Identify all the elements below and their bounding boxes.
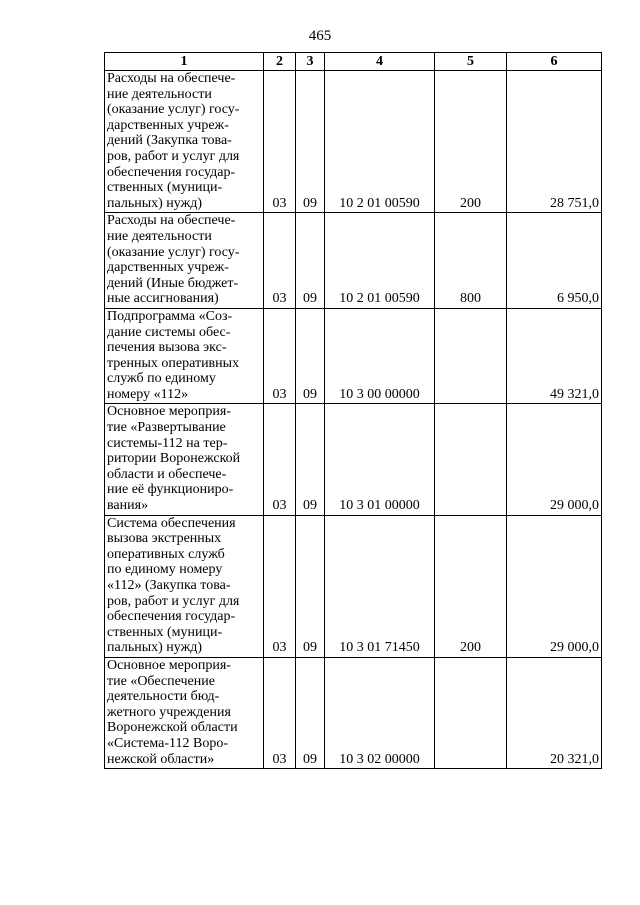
row-name <box>105 515 264 657</box>
row-section: 03 <box>264 308 296 404</box>
row-name-line: дений (Иные бюджет- <box>107 275 239 291</box>
row-target-article: 10 2 01 00590 <box>325 71 435 213</box>
row-name-line: вызова экстренных <box>107 531 222 547</box>
row-amount: 6 950,0 <box>507 213 602 309</box>
row-section: 03 <box>264 213 296 309</box>
row-amount: 49 321,0 <box>507 308 602 404</box>
row-name-line: ров, работ и услуг для <box>107 148 240 164</box>
header-col-6: 6 <box>507 53 602 71</box>
row-expense-type <box>435 308 507 404</box>
table-row <box>105 404 602 515</box>
budget-table <box>104 52 602 769</box>
row-name-line: ние деятельности <box>107 228 212 244</box>
row-name-line: пальных) нужд) <box>107 195 203 211</box>
row-section: 03 <box>264 657 296 768</box>
row-subsection: 09 <box>296 404 325 515</box>
row-subsection: 09 <box>296 71 325 213</box>
table-row <box>105 213 602 309</box>
row-name <box>105 213 264 309</box>
row-name-line: ров, работ и услуг для <box>107 593 240 609</box>
row-name-line: дарственных учреж- <box>107 117 229 133</box>
header-col-3: 3 <box>296 53 325 71</box>
row-name-line: Расходы на обеспече- <box>107 213 236 229</box>
row-name-line: обеспечения государ- <box>107 609 236 625</box>
row-name-line: «112» (Закупка това- <box>107 578 231 593</box>
row-expense-type: 200 <box>435 515 507 657</box>
header-col-4: 4 <box>325 53 435 71</box>
row-amount: 29 000,0 <box>507 515 602 657</box>
row-target-article: 10 3 01 00000 <box>325 404 435 515</box>
row-name-line: «Система-112 Воро- <box>107 735 228 751</box>
row-name-line: ние её функциониро- <box>107 482 234 498</box>
row-name-line: тие «Обеспечение <box>107 673 215 689</box>
row-expense-type: 800 <box>435 213 507 309</box>
row-target-article: 10 3 02 00000 <box>325 657 435 768</box>
row-name <box>105 657 264 768</box>
header-col-1: 1 <box>105 53 264 71</box>
row-expense-type <box>435 657 507 768</box>
row-section: 03 <box>264 404 296 515</box>
header-col-2: 2 <box>264 53 296 71</box>
row-amount: 20 321,0 <box>507 657 602 768</box>
row-name-line: Система обеспечения <box>107 515 236 531</box>
row-name-line: дений (Закупка това- <box>107 133 232 149</box>
row-name-line: оперативных служб <box>107 546 225 562</box>
row-name-line: служб по единому <box>107 371 216 387</box>
header-col-5: 5 <box>435 53 507 71</box>
row-name-line: Воронежской области <box>107 720 238 736</box>
page-number: 465 <box>308 28 332 44</box>
row-expense-type: 200 <box>435 71 507 213</box>
row-name-line: деятельности бюд- <box>107 689 220 705</box>
row-subsection: 09 <box>296 213 325 309</box>
row-name-line: ственных (муници- <box>107 180 223 196</box>
row-name-line: Основное мероприя- <box>107 657 231 673</box>
row-amount: 28 751,0 <box>507 71 602 213</box>
row-target-article: 10 3 00 00000 <box>325 308 435 404</box>
row-section: 03 <box>264 71 296 213</box>
row-name-line: тие «Развертывание <box>107 420 226 436</box>
row-section: 03 <box>264 515 296 657</box>
row-name-line: ние деятельности <box>107 86 212 102</box>
row-name-line: номеру «112» <box>107 386 189 402</box>
row-name-line: ритории Воронежской <box>107 451 241 467</box>
row-target-article: 10 3 01 71450 <box>325 515 435 657</box>
row-subsection: 09 <box>296 657 325 768</box>
row-name-line: жетного учреждения <box>107 704 231 720</box>
row-name-line: (оказание услуг) госу- <box>107 244 240 260</box>
row-name-line: нежской области» <box>107 751 215 767</box>
row-expense-type <box>435 404 507 515</box>
table-body <box>105 71 602 769</box>
row-subsection: 09 <box>296 515 325 657</box>
row-name-line: обеспечения государ- <box>107 164 236 180</box>
table-row <box>105 657 602 768</box>
row-name-line: ные ассигнования) <box>107 291 219 307</box>
table-row <box>105 515 602 657</box>
row-name-line: по единому номеру <box>107 562 223 578</box>
row-name-line: Расходы на обеспече- <box>107 71 236 86</box>
row-name-line: Подпрограмма «Соз- <box>107 308 233 324</box>
row-name-line: печения вызова экс- <box>107 340 227 356</box>
header-row <box>105 53 602 71</box>
row-target-article: 10 2 01 00590 <box>325 213 435 309</box>
row-amount: 29 000,0 <box>507 404 602 515</box>
table-row <box>105 308 602 404</box>
row-name-line: Основное мероприя- <box>107 404 231 420</box>
row-subsection: 09 <box>296 308 325 404</box>
row-name-line: пальных) нужд) <box>107 640 203 656</box>
row-name-line: вания» <box>107 498 149 514</box>
row-name-line: дарственных учреж- <box>107 260 229 276</box>
row-name <box>105 404 264 515</box>
row-name-line: области и обеспече- <box>107 466 227 482</box>
row-name-line: дание системы обес- <box>107 324 231 340</box>
row-name-line: системы-112 на тер- <box>107 435 228 451</box>
row-name <box>105 71 264 213</box>
row-name-line: тренных оперативных <box>107 355 240 371</box>
row-name-line: (оказание услуг) госу- <box>107 102 240 118</box>
row-name-line: ственных (муници- <box>107 624 223 640</box>
table-row <box>105 71 602 213</box>
row-name <box>105 308 264 404</box>
